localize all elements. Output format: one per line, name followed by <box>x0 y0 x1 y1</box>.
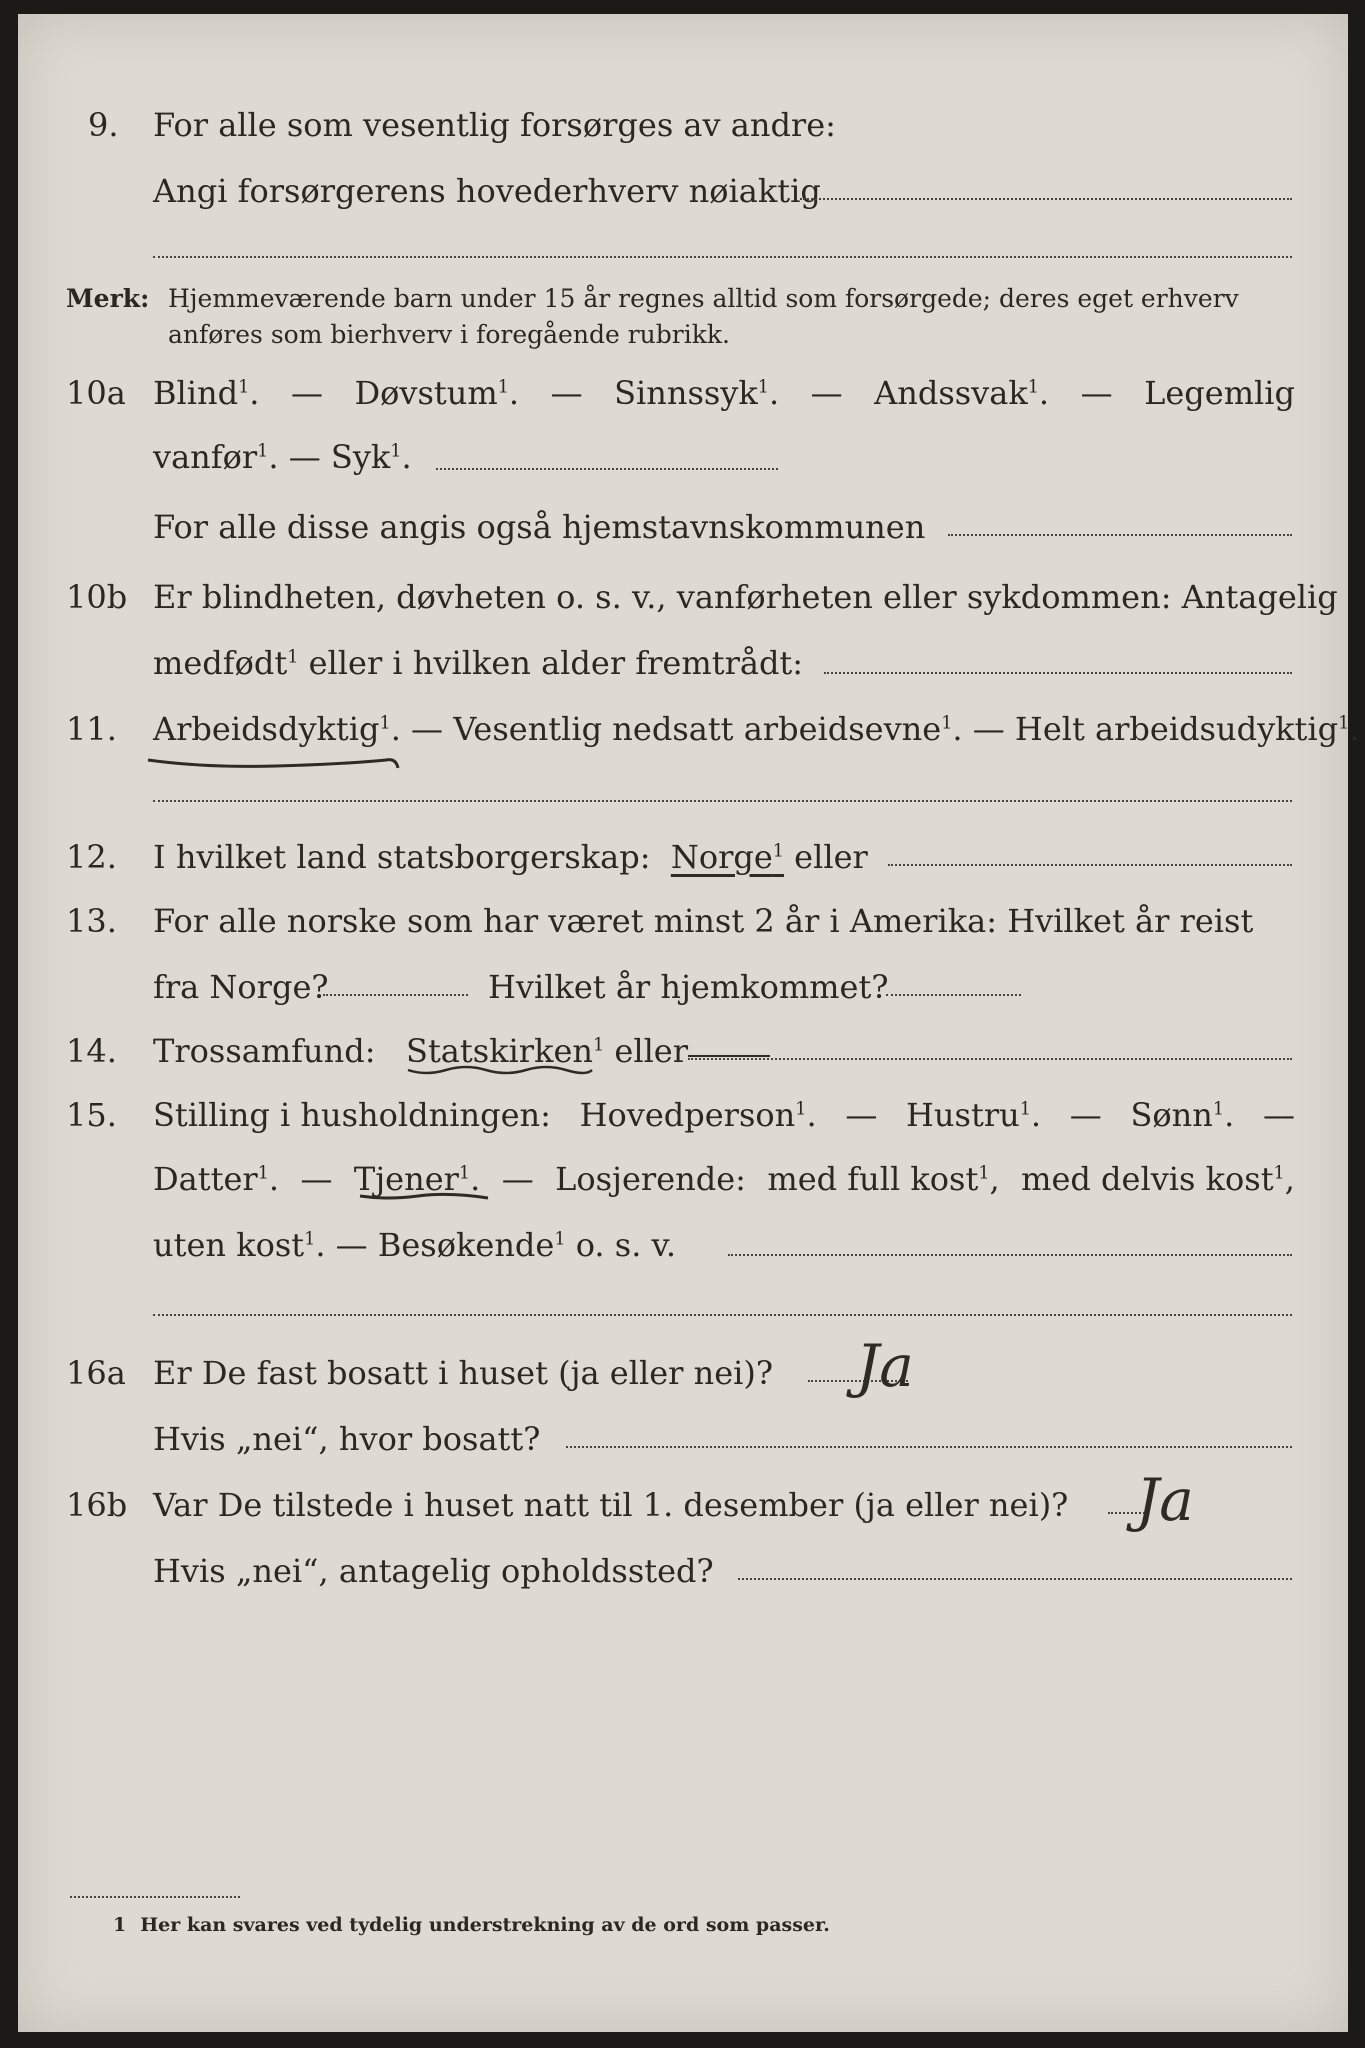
option-datter[interactable]: Datter$^1$. <box>153 1160 280 1198</box>
item-number-11: 11. <box>66 710 117 748</box>
handwritten-underline-arbeidsdyktig <box>146 746 406 776</box>
item-number-9: 9. <box>88 106 119 144</box>
q11-line: Arbeidsdyktig$^1$. — Vesentlig nedsatt arbeidsevne$^1$. — Helt arbeidsudyktig$^1$. <box>153 710 1360 748</box>
q10a-line2: vanfør$^1$. — Syk$^1$. <box>153 438 412 476</box>
option-sonn[interactable]: Sønn$^1$. <box>1130 1096 1235 1134</box>
q9-line2: Angi forsørgerens hovederhverv nøiaktig <box>153 172 821 210</box>
item-number-16a: 16a <box>66 1354 126 1392</box>
q14-handwritten-dash <box>688 1055 770 1057</box>
footnote-rule <box>70 1896 240 1898</box>
item-number-14: 14. <box>66 1032 117 1070</box>
q16a-line1: Er De fast bosatt i huset (ja eller nei)? <box>153 1354 774 1392</box>
q10b-line2: medfødt$^1$ eller i hvilken alder fremtrådt: <box>153 644 804 682</box>
q16b-line1: Var De tilstede i huset natt til 1. desember (ja eller nei)? <box>153 1486 1069 1524</box>
handwritten-underline-statskirken <box>406 1062 606 1082</box>
option-andssvak[interactable]: Andssvak$^1$. <box>874 374 1050 412</box>
option-tjener[interactable]: Tjener$^1$. <box>353 1160 481 1198</box>
merk-line2: anføres som bierhverv i foregående rubrikk. <box>168 320 730 349</box>
footnote: 1 Her kan svares ved tydelig understrekning av de ord som passer. <box>113 1914 830 1936</box>
merk-label: Merk: <box>66 284 150 313</box>
q12-answer-line[interactable] <box>888 864 1292 866</box>
q9-line1: For alle som vesentlig forsørges av andre: <box>153 106 836 144</box>
q9-answer-line-2[interactable] <box>153 256 1292 258</box>
q15-answer-line[interactable] <box>728 1254 1292 1256</box>
option-medfodt[interactable]: medfødt$^1$ <box>153 644 299 682</box>
item-number-13: 13. <box>66 902 117 940</box>
item-number-15: 15. <box>66 1096 117 1134</box>
q13-line2a: fra Norge? <box>153 968 329 1006</box>
option-uten-kost[interactable]: uten kost$^1$. <box>153 1226 326 1264</box>
merk-line1: Hjemmeværende barn under 15 år regnes alltid som forsørgede; deres eget erhverv <box>168 284 1239 313</box>
option-arbeidsdyktig[interactable]: Arbeidsdyktig$^1$. <box>153 710 401 748</box>
option-norge[interactable]: Norge$^1$ <box>670 838 784 876</box>
option-vesentlig[interactable]: Vesentlig nedsatt arbeidsevne$^1$. <box>453 710 963 748</box>
q15-line2: Datter$^1$. — Tjener$^1$. — Losjerende: med full kost$^1$, med delvis kost$^1$, <box>153 1160 1295 1198</box>
item-number-12: 12. <box>66 838 117 876</box>
option-med-delvis-kost[interactable]: med delvis kost$^1$, <box>1021 1160 1295 1198</box>
q16b-opholdssted-line[interactable] <box>738 1578 1292 1580</box>
q10b-answer-line[interactable] <box>824 672 1292 674</box>
q11-answer-line[interactable] <box>153 800 1292 802</box>
q16a-bosatt-line[interactable] <box>566 1446 1292 1448</box>
q10a-hjemstavn-line[interactable] <box>948 534 1292 536</box>
item-number-16b: 16b <box>66 1486 128 1524</box>
handwritten-underline-tjener <box>358 1190 498 1210</box>
option-statskirken[interactable]: Statskirken$^1$ <box>406 1032 605 1070</box>
q15-line1: Stilling i husholdningen: Hovedperson$^1$. — Hustru$^1$. — Sønn$^1$. — <box>153 1096 1295 1134</box>
q15-answer-line-2[interactable] <box>153 1314 1292 1316</box>
option-sinnssyk[interactable]: Sinnssyk$^1$. <box>614 374 780 412</box>
option-vanfor[interactable]: vanfør$^1$. <box>153 438 279 476</box>
option-hovedperson[interactable]: Hovedperson$^1$. <box>579 1096 817 1134</box>
q10a-line3: For alle disse angis også hjemstavnskommunen <box>153 508 926 546</box>
q13-line1: For alle norske som har været minst 2 år i Amerika: Hvilket år reist <box>153 902 1254 940</box>
q16a-line2: Hvis „nei“, hvor bosatt? <box>153 1420 541 1458</box>
q16b-line2: Hvis „nei“, antagelig opholdssted? <box>153 1552 714 1590</box>
option-syk[interactable]: Syk$^1$. <box>330 438 412 476</box>
option-blind[interactable]: Blind$^1$. <box>153 374 260 412</box>
q16a-handwritten-answer[interactable]: Ja <box>856 1332 914 1400</box>
option-med-full-kost[interactable]: med full kost$^1$, <box>767 1160 1000 1198</box>
item-number-10b: 10b <box>66 578 128 616</box>
q9-answer-line[interactable] <box>800 198 1292 200</box>
q10a-line1: Blind$^1$. — Døvstum$^1$. — Sinnssyk$^1$. — Andssvak$^1$. — Legemlig <box>153 374 1295 412</box>
option-dovstum[interactable]: Døvstum$^1$. <box>354 374 520 412</box>
q14-answer-line[interactable] <box>688 1058 1292 1060</box>
q10b-line1: Er blindheten, døvheten o. s. v., vanførheten eller sykdommen: Antagelig <box>153 578 1338 616</box>
q15-line3: uten kost$^1$. — Besøkende$^1$ o. s. v. <box>153 1226 676 1264</box>
q12-line: I hvilket land statsborgerskap: Norge$^1$ eller <box>153 838 868 876</box>
option-helt-udyktig[interactable]: Helt arbeidsudyktig$^1$. <box>1014 710 1360 748</box>
q13-hjemkommet-line[interactable] <box>886 994 1021 996</box>
q14-line: Trossamfund: Statskirken$^1$ eller <box>153 1032 689 1070</box>
q13-line2b: Hvilket år hjemkommet? <box>488 968 889 1006</box>
q10a-syk-line[interactable] <box>436 468 778 470</box>
option-besokende[interactable]: Besøkende$^1$ <box>377 1226 566 1264</box>
q13-reist-line[interactable] <box>323 994 468 996</box>
q16b-handwritten-answer[interactable]: Ja <box>1136 1466 1194 1534</box>
census-form-page <box>18 14 1360 2032</box>
option-legemlig[interactable]: Legemlig <box>1144 374 1295 412</box>
option-hustru[interactable]: Hustru$^1$. <box>906 1096 1042 1134</box>
item-number-10a: 10a <box>66 374 126 412</box>
